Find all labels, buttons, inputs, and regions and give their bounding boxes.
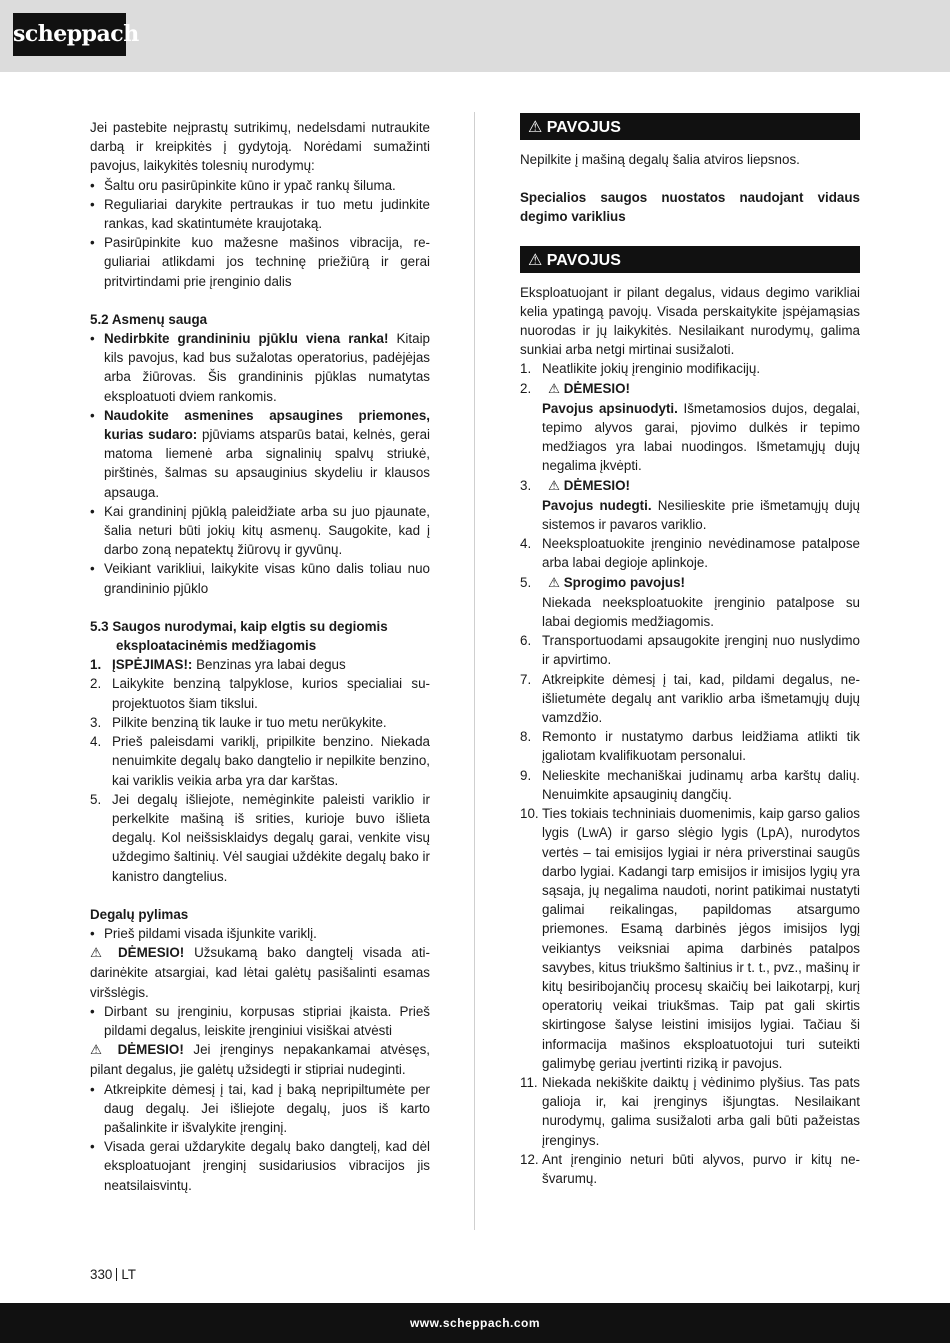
list-item: • Pasirūpinkite kuo mažesne mašinos vibracija, reguliariai atlikdami jos techninę priežiūrą ir gerai pritvirtindami prie įrenginio dalis [90, 233, 430, 291]
warning-icon: ⚠ [528, 117, 543, 136]
warning-paragraph: ⚠ DĖMESIO! Jei įrenginys nepakankamai atvėsęs, pilant degalus, jie galėtų užsidegti ir stipriai nudeginti. [90, 1042, 430, 1078]
list-item: • Nedirbkite grandininiu pjūklu viena ranka! Kitaip kils pavojus, kad bus sužalotas operatorius, padėjėjas arba žiūrovas. Šis grandininis pjūklas numatytas eksploatuoti dviem rankomis. [90, 329, 430, 406]
list-item: 1. ĮSPĖJIMAS!: Benzinas yra labai degus [90, 657, 346, 673]
list-item: 5. Jei degalų išliejote, nemėginkite paleisti variklio ir perkelkite mašiną iš srities, kurioje buvo išlieta degalų. Kol neišsisklaidys degalų garai, venkite visų uždegimo šaltinių. Vėl saugiai uždėkite degalų bako ir kanistro dangtelius. [90, 791, 430, 884]
numbered-list [520, 359, 860, 1188]
list-item: 6. Transportuodami apsaugokite įrenginį nuo nuslydimo ir apvirtimo. [520, 633, 860, 668]
list-item: • Naudokite asmenines apsaugines priemones, kurias sudaro: pjūviams atsparūs batai, kelnės, gerai matoma liemenė arba signalinių spalvų striukė, pirštinės, šalmas su apsauginius skydeliu ir klausos apsauga. [90, 406, 430, 502]
list-item: 11. Niekada nekiškite daiktų į vėdinimo plyšius. Tas pats galioja ir, kai įrenginys išjungtas. Nesilaikant nurodymų, galima susižaloti arba gali būti pažeistas įrenginys. [520, 1074, 860, 1148]
list-item: 10. Ties tokiais techniniais duomenimis, kaip garso galios lygis (LwA) ir garso slėgio lygis (LpA), nurodytos vertės – tai emisijos lygiai ir nėra priverstinai saugūs darbo lygiai. Kadangi tarp emisijos ir imisijos lygių yra sąsaja, jų negalima naudoti, norint patikimai nustatyti galimai reikalingas, papildomas atsargumo priemones. Esamą darbinės jėgos imisijos lygį veikiantys veiksniai apima darbinės patalpos savybes, kitus triukšmo šaltinius ir t. t., pvz., mašinų ir kitų besiribojančių procesų skaičių bei laikotarpį, kurį operatorių veikai triukšmas. Taip pat gali skirtis skirtingose šalyse leistini imisijos lygiai. Tačiau ši informacija mašinos eksploatuotojui turi suteikti galimybę geriau įvertinti riziką ir pavojus. [520, 806, 860, 1071]
list-item: 3. Pilkite benziną tik lauke ir tuo metu nerūkykite. [90, 714, 387, 730]
list-item: 7. Atkreipkite dėmesį į tai, kad, pildami degalus, neišlietumėte degalų ant variklio arba išmetamųjų dujų vamzdžio. [520, 671, 860, 726]
list-item: 2. Laikykite benziną talpyklose, kurios specialiai suprojektuotos šiam tikslui. [90, 676, 430, 711]
warning-icon: ⚠ [528, 249, 543, 269]
special-heading: Specialios saugos nuostatos naudojant vidaus degimo variklius [520, 190, 860, 225]
list-item: • Dirbant su įrenginiu, korpusas stipriai įkaista. Prieš pildami degalus, leiskite įrenginiui visiškai atvėsti [90, 1002, 430, 1040]
warning-icon: ⚠ [548, 478, 561, 494]
intro-paragraph: Jei pastebite neįprastų sutrikimų, nedelsdami nutraukite darbą ir kreipkitės į gydytoją. Norėdami sumažinti pavojus, laikykitės tolesnių nurodymų: [90, 120, 430, 174]
list-item: • Šaltu oru pasirūpinkite kūno ir ypač rankų šiluma. [90, 176, 430, 195]
warning-icon: ⚠ [90, 1043, 108, 1059]
list-item: 3. ⚠ DĖMESIO! Pavojus nudegti. Nesilieskite prie išmetamųjų dujų sistemos ir pavaros variklio. [520, 477, 860, 533]
warning-paragraph: ⚠ DĖMESIO! Užsukamą bako dangtelį visada atidarinėkite atsargiai, kad lėtai galėtų pasišalinti esamas viršslėgis. [90, 945, 430, 1000]
danger-banner: ⚠ PAVOJUS [520, 246, 860, 273]
list-item: • Visada gerai uždarykite degalų bako dangtelį, kad dėl eksploatuojant įrenginį susidariusios vibracijos jis neatsilaisvintų. [90, 1137, 430, 1195]
list-item: 4. Prieš paleisdami variklį, pripilkite benzino. Niekada nenuimkite degalų bako dangtelio ir nepilkite benzino, kai variklis veikia arba yra dar karštas. [90, 734, 430, 788]
list-item: • Kai grandininį pjūklą paleidžiate arba su juo pjaunate, šalia neturi būti jokių kitų asmenų. Saugokite, kad į darbo zoną nepatektų žiūrovų ir gyvūnų. [90, 502, 430, 560]
danger-banner: ⚠ PAVOJUS [520, 113, 860, 140]
numbered-list [90, 655, 430, 885]
header-bar [0, 0, 950, 72]
list-item: 5. ⚠ Sprogimo pavojus! Niekada neeksploatuokite įrenginio patalpose su labai degiomis medžiagomis. [520, 574, 860, 630]
list-item: • Reguliariai darykite pertraukas ir tuo metu judinkite rankas, kad skatintumėte kraujotaką. [90, 195, 430, 233]
warning-icon: ⚠ [548, 575, 561, 591]
list-item: 9. Nelieskite mechaniškai judinamų arba karštų dalių. Nenuimkite apsauginių dangčių. [520, 767, 860, 802]
list-item: 4. Neeksploatuokite įrenginio nevėdinamose patalpose arba labai degioje aplinkoje. [520, 536, 860, 571]
section-heading-5-2: 5.2 Asmenų sauga [90, 311, 208, 327]
left-column [90, 118, 430, 1195]
list-item: 8. Remonto ir nustatymo darbus leidžiama atlikti tik įgaliotam kvalifikuotam personalui. [520, 729, 860, 764]
fuel-heading: Degalų pylimas [90, 906, 189, 922]
danger-text: Nepilkite į mašiną degalų šalia atviros liepsnos. [520, 152, 800, 167]
list-item: 1. Neatlikite jokių įrenginio modifikacijų. [520, 361, 761, 377]
list-item: 2. ⚠ DĖMESIO! Pavojus apsinuodyti. Išmetamosios dujos, degalai, tepimo alyvos garai, pjovimo dulkės ir tepimo medžiagos yra labai nuodingos. Išmetamųjų dujų negalima įkvėpti. [520, 380, 861, 474]
engine-danger-paragraph: Eksploatuojant ir pilant degalus, vidaus degimo varikliai kelia ypatingą pavojų. Visada perskaitykite įspėjamąsias nuorodas ir jų laikykitės. Nesilaikant nurodymų, galima sunkiai arba netgi mirtinai susižaloti. [520, 284, 860, 358]
right-column [520, 113, 860, 1188]
warning-icon: ⚠ [90, 946, 109, 962]
list-item: • Atkreipkite dėmesį į tai, kad į baką nepripiltumėte per daug degalų. Jei išliejote degalų, juos iš karto pašalinkite ir išvalykite įrenginį. [90, 1080, 430, 1138]
section-heading-5-3: 5.3 Saugos nurodymai, kaip elgtis su degiomis eksploatacinėmis medžiagomis [90, 618, 388, 654]
list-item: • Veikiant varikliui, laikykite visas kūno dalis toliau nuo grandininio pjūklo [90, 559, 430, 597]
website-link[interactable]: www.scheppach.com [409, 1316, 541, 1330]
page-number: 330 LT [90, 1267, 136, 1282]
list-item: 12. Ant įrenginio neturi būti alyvos, purvo ir kitų nešvarumų. [520, 1151, 860, 1186]
footer-bar [0, 1303, 950, 1343]
warning-icon: ⚠ [548, 381, 561, 397]
list-item: • Prieš pildami visada išjunkite variklį. [90, 924, 430, 943]
column-divider [474, 112, 475, 1230]
brand-logo: scheppach [13, 13, 126, 56]
